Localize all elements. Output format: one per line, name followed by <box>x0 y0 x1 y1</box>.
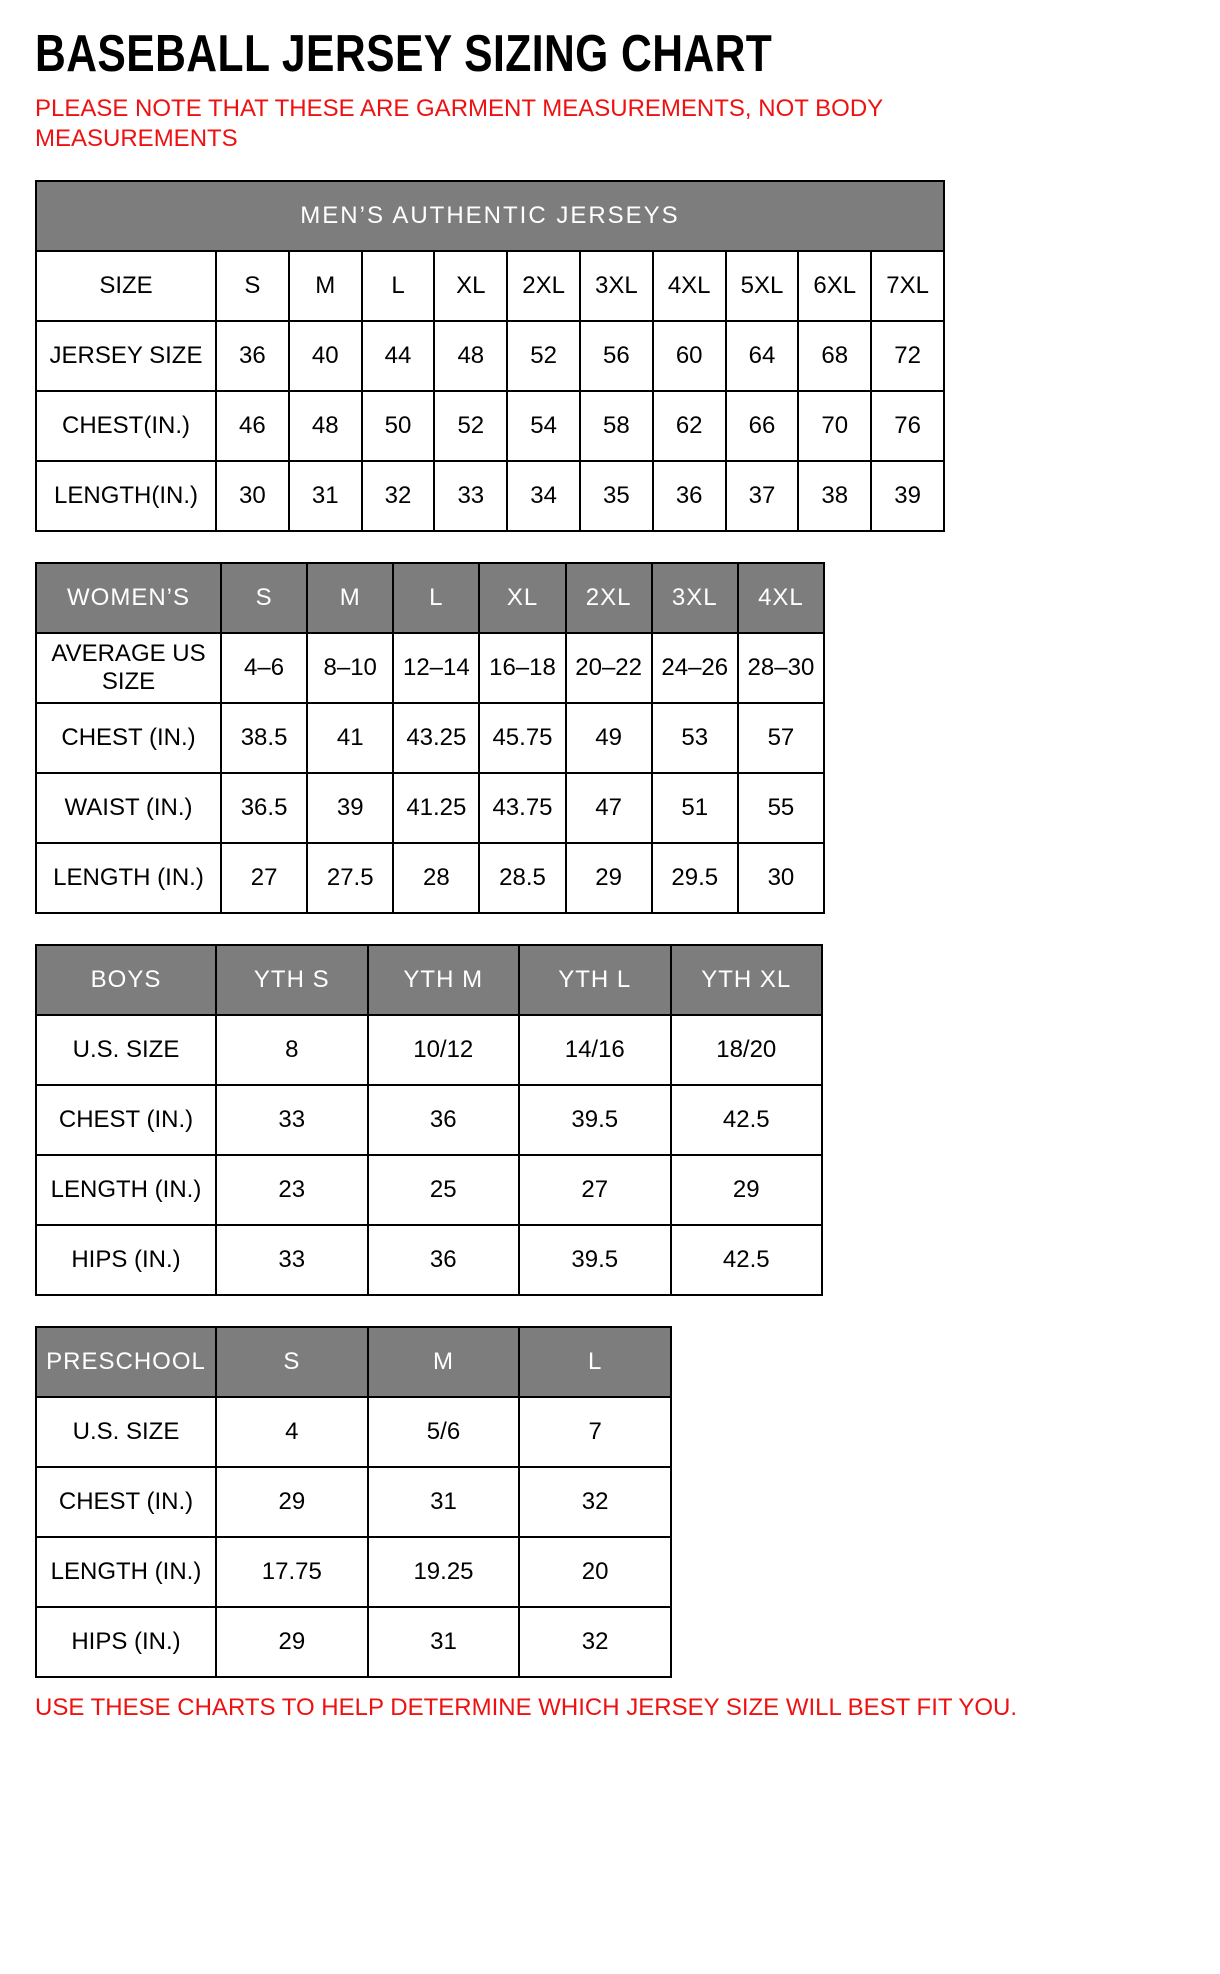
data-cell: 46 <box>216 391 289 461</box>
data-cell: 19.25 <box>368 1537 520 1607</box>
data-cell: 29.5 <box>652 843 738 913</box>
data-cell: 57 <box>738 703 824 773</box>
data-cell: 70 <box>798 391 871 461</box>
garment-measurement-note: PLEASE NOTE THAT THESE ARE GARMENT MEASUREMENTS, NOT BODY MEASUREMENTS <box>35 95 883 152</box>
data-cell: 16–18 <box>479 633 565 703</box>
womens-header-label: WOMEN’S <box>36 563 221 633</box>
data-cell: 3XL <box>580 251 653 321</box>
table-row <box>36 633 824 703</box>
footer-note: USE THESE CHARTS TO HELP DETERMINE WHICH JERSEY SIZE WILL BEST FIT YOU. <box>35 1694 1018 1721</box>
data-cell: 33 <box>216 1085 368 1155</box>
row-label: AVERAGE US SIZE <box>36 633 221 703</box>
data-cell: 41.25 <box>393 773 479 843</box>
data-cell: 33 <box>216 1225 368 1295</box>
column-header: M <box>368 1327 520 1397</box>
header-row <box>36 1327 671 1397</box>
data-cell: 39.5 <box>519 1085 671 1155</box>
data-cell: 36 <box>368 1225 520 1295</box>
data-cell: 27 <box>221 843 307 913</box>
data-cell: 56 <box>580 321 653 391</box>
row-label: SIZE <box>36 251 216 321</box>
data-cell: 29 <box>216 1467 368 1537</box>
data-cell: 20 <box>519 1537 671 1607</box>
banner-row <box>36 181 944 251</box>
table-row <box>36 251 944 321</box>
preschool-table <box>35 1326 672 1678</box>
data-cell: 32 <box>519 1607 671 1677</box>
data-cell: 48 <box>289 391 362 461</box>
data-cell: 52 <box>507 321 580 391</box>
data-cell: 41 <box>307 703 393 773</box>
column-header: 2XL <box>566 563 652 633</box>
column-header: YTH XL <box>671 945 823 1015</box>
row-label: LENGTH (IN.) <box>36 1537 216 1607</box>
data-cell: 38.5 <box>221 703 307 773</box>
row-label: JERSEY SIZE <box>36 321 216 391</box>
data-cell: 62 <box>653 391 726 461</box>
table-row <box>36 1225 822 1295</box>
data-cell: 28–30 <box>738 633 824 703</box>
data-cell: 38 <box>798 461 871 531</box>
preschool-header-label: PRESCHOOL <box>36 1327 216 1397</box>
data-cell: 18/20 <box>671 1015 823 1085</box>
data-cell: 39 <box>871 461 944 531</box>
data-cell: 5/6 <box>368 1397 520 1467</box>
data-cell: 53 <box>652 703 738 773</box>
data-cell: 50 <box>362 391 435 461</box>
row-label: LENGTH (IN.) <box>36 1155 216 1225</box>
data-cell: 39 <box>307 773 393 843</box>
data-cell: 42.5 <box>671 1225 823 1295</box>
data-cell: XL <box>434 251 507 321</box>
mens-banner: MEN’S AUTHENTIC JERSEYS <box>36 181 944 251</box>
data-cell: 32 <box>362 461 435 531</box>
row-label: WAIST (IN.) <box>36 773 221 843</box>
row-label: U.S. SIZE <box>36 1015 216 1085</box>
column-header: S <box>216 1327 368 1397</box>
data-cell: M <box>289 251 362 321</box>
data-cell: 27 <box>519 1155 671 1225</box>
table-row <box>36 1085 822 1155</box>
column-header: YTH L <box>519 945 671 1015</box>
table-row <box>36 1607 671 1677</box>
header-row <box>36 945 822 1015</box>
header-row <box>36 563 824 633</box>
data-cell: 48 <box>434 321 507 391</box>
column-header: M <box>307 563 393 633</box>
table-row <box>36 703 824 773</box>
data-cell: 51 <box>652 773 738 843</box>
data-cell: 49 <box>566 703 652 773</box>
column-header: L <box>393 563 479 633</box>
row-label: CHEST(IN.) <box>36 391 216 461</box>
data-cell: 60 <box>653 321 726 391</box>
table-row <box>36 1015 822 1085</box>
data-cell: 64 <box>726 321 799 391</box>
data-cell: 8 <box>216 1015 368 1085</box>
data-cell: 30 <box>216 461 289 531</box>
table-row <box>36 843 824 913</box>
data-cell: 42.5 <box>671 1085 823 1155</box>
data-cell: 40 <box>289 321 362 391</box>
data-cell: 43.25 <box>393 703 479 773</box>
data-cell: 31 <box>289 461 362 531</box>
table-row <box>36 1155 822 1225</box>
row-label: HIPS (IN.) <box>36 1225 216 1295</box>
data-cell: 24–26 <box>652 633 738 703</box>
column-header: YTH S <box>216 945 368 1015</box>
data-cell: L <box>362 251 435 321</box>
table-row <box>36 773 824 843</box>
data-cell: 8–10 <box>307 633 393 703</box>
data-cell: 4XL <box>653 251 726 321</box>
data-cell: 12–14 <box>393 633 479 703</box>
data-cell: 29 <box>671 1155 823 1225</box>
mens-sizing-table <box>35 180 1190 532</box>
table-row <box>36 1537 671 1607</box>
data-cell: 54 <box>507 391 580 461</box>
data-cell: 66 <box>726 391 799 461</box>
data-cell: 25 <box>368 1155 520 1225</box>
data-cell: 29 <box>216 1607 368 1677</box>
row-label: LENGTH (IN.) <box>36 843 221 913</box>
row-label: LENGTH(IN.) <box>36 461 216 531</box>
data-cell: 4–6 <box>221 633 307 703</box>
row-label: CHEST (IN.) <box>36 1467 216 1537</box>
data-cell: 72 <box>871 321 944 391</box>
page-title: BASEBALL JERSEY SIZING CHART <box>35 25 773 83</box>
data-cell: 37 <box>726 461 799 531</box>
womens-table <box>35 562 825 914</box>
row-label: HIPS (IN.) <box>36 1607 216 1677</box>
data-cell: 58 <box>580 391 653 461</box>
data-cell: 52 <box>434 391 507 461</box>
data-cell: 5XL <box>726 251 799 321</box>
table-row <box>36 461 944 531</box>
data-cell: 17.75 <box>216 1537 368 1607</box>
row-label: CHEST (IN.) <box>36 1085 216 1155</box>
column-header: S <box>221 563 307 633</box>
mens-table <box>35 180 945 532</box>
data-cell: 45.75 <box>479 703 565 773</box>
data-cell: 29 <box>566 843 652 913</box>
column-header: 3XL <box>652 563 738 633</box>
data-cell: 28.5 <box>479 843 565 913</box>
data-cell: 76 <box>871 391 944 461</box>
data-cell: 23 <box>216 1155 368 1225</box>
data-cell: 28 <box>393 843 479 913</box>
data-cell: 31 <box>368 1607 520 1677</box>
data-cell: 39.5 <box>519 1225 671 1295</box>
column-header: YTH M <box>368 945 520 1015</box>
data-cell: 43.75 <box>479 773 565 843</box>
data-cell: 36 <box>368 1085 520 1155</box>
data-cell: 36 <box>653 461 726 531</box>
data-cell: 4 <box>216 1397 368 1467</box>
row-label: U.S. SIZE <box>36 1397 216 1467</box>
column-header: XL <box>479 563 565 633</box>
data-cell: 36.5 <box>221 773 307 843</box>
table-row <box>36 391 944 461</box>
data-cell: 55 <box>738 773 824 843</box>
data-cell: 44 <box>362 321 435 391</box>
preschool-sizing-table <box>35 1326 1190 1678</box>
data-cell: S <box>216 251 289 321</box>
table-row <box>36 1397 671 1467</box>
data-cell: 33 <box>434 461 507 531</box>
table-row <box>36 321 944 391</box>
table-row <box>36 1467 671 1537</box>
data-cell: 68 <box>798 321 871 391</box>
data-cell: 47 <box>566 773 652 843</box>
boys-sizing-table <box>35 944 1190 1296</box>
data-cell: 36 <box>216 321 289 391</box>
boys-table <box>35 944 823 1296</box>
data-cell: 7XL <box>871 251 944 321</box>
data-cell: 6XL <box>798 251 871 321</box>
data-cell: 20–22 <box>566 633 652 703</box>
data-cell: 31 <box>368 1467 520 1537</box>
data-cell: 27.5 <box>307 843 393 913</box>
column-header: L <box>519 1327 671 1397</box>
data-cell: 32 <box>519 1467 671 1537</box>
data-cell: 2XL <box>507 251 580 321</box>
data-cell: 34 <box>507 461 580 531</box>
data-cell: 14/16 <box>519 1015 671 1085</box>
data-cell: 35 <box>580 461 653 531</box>
column-header: 4XL <box>738 563 824 633</box>
boys-header-label: BOYS <box>36 945 216 1015</box>
data-cell: 7 <box>519 1397 671 1467</box>
womens-sizing-table <box>35 562 1190 914</box>
data-cell: 30 <box>738 843 824 913</box>
data-cell: 10/12 <box>368 1015 520 1085</box>
row-label: CHEST (IN.) <box>36 703 221 773</box>
